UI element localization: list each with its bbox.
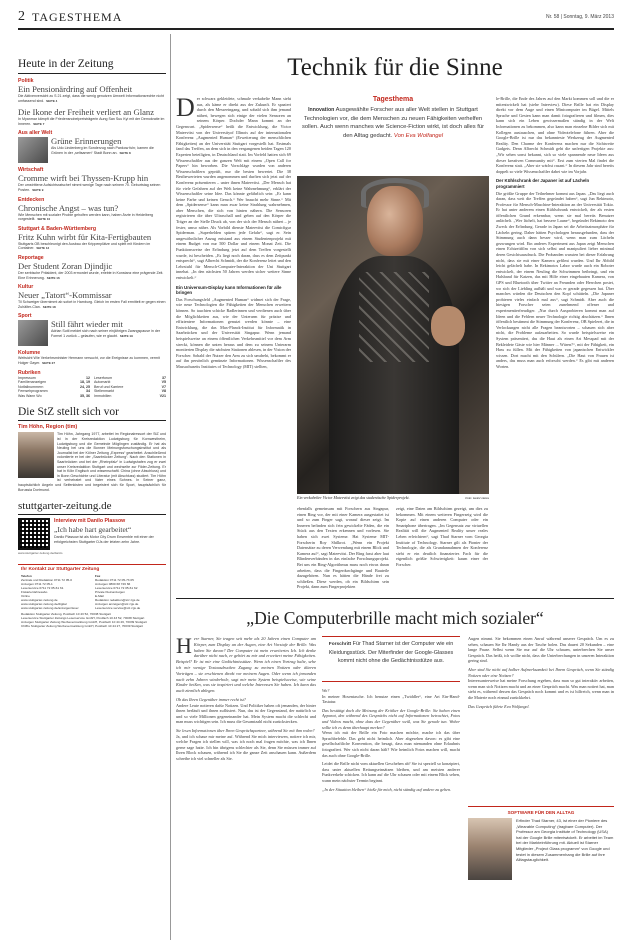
lead-text: Ausgewählte Forscher aus aller Welt stellen in Stuttgart Technologien vor, die dem Menschen zu neuen Fähigkeiten verhelfen sollen. Auch wenn manches wie Science-Fiction wirkt, ist doch alles für den Alltag gedacht. (301, 107, 485, 139)
section-name: TAGESTHEMA (32, 10, 123, 24)
contents-body: Wie Menschen mit sozialer Phobie geholfen werden kann, haben Ärzte in Heidelberg vorgestellt. (18, 212, 154, 222)
web-headline[interactable]: „Ich habe hart gearbeitet“ (54, 525, 132, 535)
contents-body: In Myanmar kämpft die Friedensnobelpreisträgerin Aung San Suu Kyi mit der Demokratie im Inneren. (18, 117, 165, 126)
rubrik-name: Automarkt (94, 380, 111, 385)
contents-title: Heute in der Zeitung (18, 58, 114, 70)
issue-date: Nr. 58 | Sonntag, 9. März 2013 (545, 14, 614, 20)
contact-line: Redaktion Stuttgarter Zeitung, Postfach 10 43 52, 70038 Stuttgart (21, 611, 111, 616)
page-number: 2 (18, 9, 25, 24)
photo-credit: Foto: Heinz Heiss (465, 496, 489, 500)
photo-sensors (359, 272, 429, 362)
web-url[interactable]: www.stuttgarter-zeitung.de/danilo (18, 551, 63, 556)
contents-page-ref: SEITE 12 (36, 246, 50, 251)
contact-line: Anzeigen anzeigen@stz.zgs.de (95, 601, 139, 606)
contact-line: E-Mail (95, 593, 104, 598)
contents-page-ref: SEITE 8 (119, 150, 131, 155)
rubrik-page: 34 (86, 389, 90, 394)
contents-category: Politik (18, 78, 34, 84)
contents-body: Die Aktivenversicht zu S 21 zeigt, dass die wenig genutzen Umwelt Informationsrechte nicht umfassend sind. (18, 94, 165, 103)
contents-body: Adrian Sutil meldet sich nach seiner einjährigen Zwangspause in der Formel 1 zurück – gelaufen, wie er glaubt. (51, 329, 161, 338)
stz-text: Tim Höhn, Jahrgang 1977, arbeitet im Regionalressort der StZ und ist in der Kreisredaktion Ludwigsburg für Kornwestheim, Ludwigsburg und die Gemeinde Möglingen zuständig. Er hat als Neuling bei uns die Bonner Meinungsforschungsinstitut und als Journalist bei der Kölner Zeitung „Express“ gearbeitet. Anschließend volontierte er bei der „Saarbrücker Zeitung“. Nach den Stationen in Saarbrücken und bei der „Rheinpfalz“ in Ludwigshafen zog er zwei unser Kreisredaktion Stuttgart und wechselte zur Filder-Zeitung. Er hat in Köln Englisch und wissenschaftl. China (ohne Abschluss) und in Bonn Geschichte und Literatur (mit Abschluss) studiert. Tim Höhn ist verheiratet und Vater eines Sohnes. In Seiner ganz, hauptsächlich Angeln und Seifenkisten und begeistert sich für Sport, hauptsächlich für Borussia Dortmund. (18, 432, 166, 492)
contents-item[interactable] (18, 78, 166, 103)
contact-fax (95, 574, 163, 610)
article-col1b: Das Forschungsfeld „Augmented Human“ widmet sich der Frage, wie neue Technologien die Fähigkeiten der Menschen erweitern können. So tauchten schicke Radlerinnen und verdienen auch über die Möglichkeiten aus, wie der Unterarm für präzise und effizientere Informationen genutzt werden könnte – eine Entwicklung, die das Max-Planck-Institut für Informatik in Saarbrücken und der Universität Singapur. Wenn jemand beispielsweise an einem öffentlichen Verkehrsmittel vor dem Arm streckt, können die unten heraus und dem zu seinem Unterarm montierten Display die nächsten Stationen ablesen, in der Vision der Forscher. Sobald der Nutzer den Arm zu sich umdreht, bekommt er auf ihn persönlich gemünzte Informationen. Wissenschaftler des Massachusetts Institutes of Technology (MIT) stellten, (176, 296, 291, 369)
contents-headline: Cromme wirft bei Thyssen-Krupp hin (18, 173, 149, 184)
interview-col3: Augen nimmt. Sie bekommen einen Anruf während unserer Gespräch. Um es zu sehen, schauen Sie Ihr Handy aus der Tasche holen. Das dauert 20 Sekunden – eine lange Pause. Selbst wenn Sie nur auf die Uhr schauen, unterbrechen Sie unser Gespräch. Das heißt, ich wollte nicht, dass die Unterbrechungen in unseren Interaktion gering sind. (468, 636, 614, 664)
contents-teaser (18, 213, 166, 222)
article-col3b: zeigt, eine Daten am Bildschirm gezeigt, um dies zu bekommen. Mit einem weiteren Fingerzeig wird die Kopie auf einen anderen Computer oder ein Smartphone übertragen. „Im Gegensatz zur virtuellen Realität will die Augmented Reality unser reales Leben erleichtern“, sagt Thad Starner vom Georgia Institute of Technology. Starner gilt als Pionier der Technologie, die als Grundannahmen der Konferenz sieht er ein deutlich finanziertes Fach für die eigentlich größte Schwierigkeit: kaum einer der Forscher. (396, 506, 488, 567)
bio-portrait (468, 818, 512, 880)
interview-credit: Das Gespräch führte Eva Wolfangel. (468, 703, 530, 709)
rubrik-page: V5 (161, 380, 166, 385)
bio-box (468, 806, 614, 936)
contents-category: Aus aller Welt (18, 130, 53, 137)
page-header (18, 6, 614, 28)
dropcap: D (176, 96, 195, 122)
contents-item[interactable] (18, 350, 166, 365)
rubrik-name: Stellenmarkt (94, 389, 114, 394)
interview-title: „Die Computerbrille macht mich sozialer“ (246, 608, 544, 628)
contents-teaser (18, 271, 166, 280)
contents-page-ref: SEITE 27 (42, 360, 56, 365)
article-right2: Die größte Gruppe der Teilnehmer kommt aus Japan. „Das liegt auch daran, dass weit die Treffen gegründet haben“, sagt Jun Rekimoto, Professor für Mensch-Maschine-Interaktion an der Universität Tokio. Er hat unter anderem einen Kühlschrank entwickelt, der als ersten öffentlichen Grund erkennbar, wenn sie mal bereits Benutzer anlächelt. „Wer lächelt, hat bessere Laune“, begründet Rekimoto den Zweck der Erfindung. Gerade in Japan sei die Arbeitsatmosphäre für Lächeln gering. Daher hätten Psychologen herausgefunden, dass der Stimmung auch dann besser wird, wenn man zum Lächeln gezwungen wird. Ein anderes Experiment aus Japan zeigt Menschen einen Echtzeitfilm von sich selbst und manipuliert lieber minimal deren Gesichtsausdruck. Die Probanden wussten bei dieser Erfahrung nicht, dass sie mit einer Kamera gefilmt wurden. Und Ihr Abbild leicht gelächelt habe. In Rekimotos Labor wurde auch ein Roboter entwickelt, der einem Neuling die Schwimmen beibringt, und ein Halsband für Katzen, das mit Hilfe einer eingebauten Kamera, von GPS und Bluetooth über Twitter an Freunden oder Herrchen postet, wo sich der Liebling aufhält und was er gerade gegessen hat. Über manches würden die Deutschen den Kopf schütteln. „Die Japaner probieren vieles einfach mal aus“, sagt Schmidt. Aber auch die hiesigen Forscher seien zunehmend offener und experimentierfreudiger. „Nur durch Ausprobieren kommt man auf Ideen und die Fehlern neuer Technologie richtig abschätzen.“ Ihnen öffentlich bestimmt die Stimmung der Konferenz, OB Spielerei, die in Verlockungen nicht alle Fragen beantworten – schauen sich aber nicht, die Probleme aufzuarbeiten. So wurde beispielsweise ein System präsentiert, das die Haut als einen Art Messpad mit der Bekleidete Gäste wie hier Männer ... Wären?“, mit der Fähigkeit, ein Hass zu füllen. Mit der Fähigkeiten von japanischen Entwickler wissen. Dort macht mit den Schülern. „Die Haut von Frauen ist anders, das muss man auch erforscht werden.“ Es gibt mit anderen Worten. (496, 190, 614, 369)
contents-item[interactable] (18, 197, 166, 222)
contents-teaser (18, 356, 166, 365)
article-right: le-Brille, die Ende des Jahres auf den Markt kommen soll und die er mitentwickelt hat (siehe Interview). Diese Brille hat ein Display direkt vor dem Auge und einen Minicomputer im Bügel. Mittels Sprache und Gesten kann man damit fotografieren und filmen, dies kann sich ein Leben gewissermaßen ständig in der Welt Informationen zu bekommen, also kann man einzelne Bilder sich mit Kollegen austauschen, und ohne Videotelefone führen. Aber die Google-Brille ist nur das bekannteste Werkzeug der Augmented Reality. Den Charme der Konferenz machen nur die Sichtweite Gadgets. Denn Albrecht Schmidt geht die unfertigen Projekte aus: „Wir sehen sonst bekannt, sich so viele spannende neue Ideen aus dieser kreativen Community mit“. Erst zum vierten Mal findet die Konferenz statt. „Aber sie wächst rasant.“ In diesem Jahr sind bereits doppelt so viele Wissenschaftler dabei wie im Vorjahr. (496, 96, 614, 174)
web-text: Danilo Plassow ist als Motor City Drum Ensemble mit einer der erfolgreichsten Stuttgarter DJs der letzten zehn Jahre. (54, 535, 154, 544)
contact-line: Fax (95, 573, 101, 578)
contents-body: Stuttgarts OB beschleunigt den Ausbau der Krippenplätze und spielt mit Kindern im Container. (18, 241, 151, 251)
bio-text: Erfinder Thad Starner, 43, ist einer der Pioniere des „Wearable Computing“ (tragbare Computer). Der Professor am Georgia Institute of Technology (USA) hat der Google Brille mitentwickelt. Er arbeitet im Team bei der Markteinführung mit. Aktuell ist Starner Mitglieder „Project Glass programm“ von Google und testet in diesem Zusammenhang die Brille auf ihre Alltagstauglichkeit. (516, 818, 614, 863)
box-label: Forschritt (328, 642, 352, 647)
contents-headline: Neuer „Tatort“-Kommissar (18, 290, 112, 301)
contact-line: www.stuttgarter-zeitung.de (21, 597, 58, 602)
contents-item[interactable] (18, 167, 166, 192)
contact-line: Zentrale und Redaktion 0711 72 05-0 (21, 577, 73, 582)
contents-body: Til Schweiger übernimmt ab sofort in Hamburg. Gleich im ersten Fall ermittelt er gegen einen Zuhälter-Clan. (18, 300, 166, 309)
interview-col1b: Andere Leute notieren dafür Notizen. Und Politiker haben oft jemanden, der hinter ihnen herläuft und ihnen zuflüstert. Nun, das ist der Gegenstand, der natürlich so und so viele Millionen gegeneinander hat. Mein System macht die schlecht und man muss wichtigen sein. Ich muss die Gesamtzahl nicht zurückstecken. (176, 702, 316, 725)
interview-col2c: Das bestätigt doch die Meinung der Kritiker der Google-Brille: Sie haben einen Apparat, den während des Gesprächs nicht auf Informationen betrachtet, Fotos und Videos macht, ohne dass der Gegenüber weiß, was Sie gerade tun. Woher sollte ich es denn überhaupt merken? (322, 707, 460, 730)
column-divider (170, 34, 171, 940)
rubrik-page: 37 (162, 375, 166, 380)
interview-col2f: „In der Situation bleiben“ hieße für mich, nicht ständig auf andere zu gehen. (322, 786, 452, 792)
contents-teaser (18, 183, 166, 192)
interview-col2e: Leidet die Brille nicht vom aktuellen Geschehen ab? Sie ist speziell so konzipiert, dass unter aktuellen Rettungseinsätzen bleiben, und am meisten anderer Funkverkehr schicken. Ich kann auf die Uhr schauen oder mit einem Blick sehen, wann mein nächster Termin beginnt. (322, 761, 460, 783)
contents-thumbnail (18, 320, 48, 346)
main-photo (297, 176, 489, 494)
contents-thumbnail (18, 137, 48, 163)
contact-line: www.stuttgarter-zeitung.de/anzeigen/leser (21, 605, 79, 610)
contents-category: Sport (18, 313, 32, 320)
contact-line: Telefon (21, 573, 32, 578)
contents-page-ref: SEITE 18 (42, 304, 56, 309)
contact-line: Anzeigen Stuttgarter Zeitung Werbevermarktung GmbH, Postfach 10 44 26, 70039 Stuttgart (21, 619, 147, 624)
rubrik-page: V8 (161, 389, 166, 394)
contents-page-ref: SEITE 7 (33, 121, 45, 126)
stz-portrait (18, 432, 54, 478)
contents-body: Als Udo Lindenberg im Sonderzug nach Pankow fuhr, kamen die Grünen in der „seltsamen“ Stadt Bonn an. (51, 146, 154, 155)
rubrik-name: Leserforum (94, 375, 113, 380)
contents-teaser (18, 117, 166, 126)
article-col3: ebenfalls gemeinsam mit Forschern aus Singapur, einen Ring vor, der mit einer Kamera ausgestattet ist und so zum Finger sagt, worauf dieser zeigt. Im Inneren befinden sich fein gewickelte Fäden, die ein Stück aus den Texten erkennen und vorlesen. Sie haben sich zwei Systeme. Hat Systeme MIT-Forscherin Roy Shilkrot. „Wenn ein Projekt Datensätze zu deren Verwendung mit einem Blick und Kamera auf“, sagt Mateevitsi. Der Ring fasst aber laut Blindenverbänden in das einfache Forschungsprojekt. Bei uns ein Ring-Algorithmus muss noch etwas daran arbeiten, dass die Fingerdurchgänge und Bauteile dazugehören. Nun es hätten die Hände frei zu schließen. Diese werden, ob ein Bildschirm sein Projekt, dann zum Fingerprojekten (297, 506, 389, 590)
fortschritt-box (322, 636, 460, 682)
rubriken-row (18, 394, 166, 399)
contact-line: www.stuttgarter-zeitung.de/digital (21, 601, 67, 606)
interview-q3: Wo? (322, 688, 330, 693)
contents-body: Weitsicht Wie Verkehrsminister Hermann versucht, vor die Ereignisse zu kommen, vermit Holger Gayer. (18, 356, 160, 365)
main-title: Technik für die Sinne (287, 54, 503, 81)
left-column (18, 34, 166, 940)
contents-teaser (18, 94, 166, 103)
interview-col2b: In meiner Hosentasche. Ich benutze einen „Twiddler“, eine Art Ein-Hand-Tastatur. (322, 693, 460, 705)
web-title: stuttgarter-zeitung.de (18, 500, 112, 513)
contact-phones (21, 574, 89, 610)
contents-headline: Ein Pensionärdring auf Offenheit (18, 84, 133, 94)
rubrik-page: 18, 19 (80, 380, 90, 385)
contents-page-ref: SEITE 10 (37, 217, 51, 222)
rubrik-name: Immobilien (94, 393, 112, 398)
contents-teaser (18, 242, 166, 251)
interview-col2: Ja, und ich schaue mir meine auf. Während Sie mich interviewen, notiere ich mir, welche Fragen ich stellen will, was ich noch mal fragen möchte, was ich Ihnen gerne sage hatte. Ich bin übrigens schlechter als Sie, denn Sie müssen immer auf Ihren Block schauen, während ich Sie die ganze Zeit anschauen kann. Außerdem schreibe ich viel schneller als Sie. (176, 733, 316, 761)
rubrik-name: Was Wann Wo (18, 393, 42, 398)
contents-category: Kolumne (18, 350, 41, 357)
lead-box (298, 96, 488, 168)
contents-item[interactable] (18, 313, 166, 346)
rubrik-page: V7 (161, 384, 166, 389)
contents-list (18, 78, 166, 366)
rubrik-page: 35, 36 (80, 393, 90, 398)
photo-hand (431, 306, 465, 346)
contents-body: Der umstrittene Aufsichtsratschef nimmt wenige Tage nach seinem 70. Geburtstag seinen Posten. (18, 183, 161, 192)
article-col1: er schwarz gekleidete, schmale verkabelte Mann sieht aus, als käme er direkt aus der Zukunft. Er spaziert durch den Messeeingang, und sobald sich ihm jemand nähert, bewegen sich einige der vielen Sensoren an seinem Körper. Dochder Mann kommt an der Gegenwart. „Spidersense“ heißt die Entwicklung, die Victor Mateevitsi von der Universityof Illinois auf der internationalen Konferenz „Augmented Human“ (Erweiterung der menschlichen Fähigkeiten) an der Universität Stuttgart vorgestellt hat. Erstmals fand das Treffen, an dem sich in den vergangenen beiden Tagen 120 Experten beteiligten, in Deutschland statt. Im Vorfeld hatten sich 69 Wissenschaftler aus der ganzen Welt mit einem „Open Call for Papers“ hin beworben. Die Vorschläge wurden von anderen Wissenschaftlern geprüft, nur die besten bewertet. Die 38 Bestbewerteten wurden angenommen und durften sich jetzt auf der Konferenz präsentieren – unter ihnen Mateevitsi. „Der Mensch hat für viele Gefahren auf der Welt keine Wahrnehmung“, erklärt der Wissenschaftler seine Idee. Das könnte gefährlich sein: „Er kann keine Farbe und keinen Geruch.“ Wer braucht mehr Sinne.“ Mit dem „Spidersense“ kann man zwar keine Strahlung wahrnehmen, aber Menschen, die sich von hinten nähern. Die Sensoren registrieren die über Ultraschall und geben auf den Körper die Träger an der Stelle Druck ab, von der sich der Mensch nähert – je fester, umso näher. Als Vorbild dienste Mateevitsi die Comicfigur Spiderman. „Superhelden spüren jede Gefahr“, sagt er. Sein ungewöhnlicher Anzug entstand aus einem Studentenprojekt mit einem Budget von nur 500 Dollar und einem Monat Zeit. Die Funktionsweise der Erfindung jetzt auf dem Treffen vorgestellt wurde, ist bescheiden. „Es liegt noch daran, dass es dem Zeitpunkt entsprecht“, sagt Albrecht Schmidt, der die Konferenz leitet und den Lehrstuhl für Mensch-Computer-Interaktion der Uni Stuttgart innehat. „In den nächsten 50 Jahren werden sicher weitere Sinne entwickelt.“ (176, 96, 291, 280)
contents-item[interactable] (18, 284, 166, 309)
stz-title: Die StZ stellt sich vor (18, 406, 119, 419)
contents-category: Kultur (18, 284, 34, 291)
rubrik-name: Fernsehprogramm (18, 389, 48, 394)
contact-footer (21, 612, 163, 628)
contact-line: Redaktion 0711 72 05-73 05 (95, 577, 134, 582)
contact-line: Chiffre Stuttgarter Zeitung Werbevermarktung GmbH, Postfach 10 44 27, 70039 Stuttgart (21, 623, 143, 628)
contents-page-ref: SEITE 19 (119, 333, 133, 338)
contact-line: Leserservice 0711 72 05-61 62 (95, 585, 138, 590)
interview-q4: Aber sind Sie nicht auf halber Aufmerksamkeit bei Ihrem Gespräch, wenn Sie ständig Notizen oder eine Notizen? (468, 666, 614, 678)
contents-item[interactable] (18, 255, 166, 280)
interview-col2d: Wenn ich mit der Brille ein Foto machen möchte, mache ich das über Sprachbefehle. Das geht nicht heimlich. Aber abgesehen davon: es gibt eine gesellschaftliche Konvention, die besagt, dass man niemanden ohne Erlaubnis fotografiert. Wer sich nicht daran hält? Wie heimlich Fotos machen will, macht das auch ohne Google-Brille. (322, 730, 460, 758)
contents-item[interactable] (18, 107, 166, 126)
contents-category: Entdecken (18, 196, 45, 203)
box-text: Für Thad Starner ist der Computer wie ein Kleidungsstück. Der Miterfinder der Google-Glasses kommt nicht ohne die Gedächtnisstütze aus. (328, 641, 454, 665)
contents-headline: Chronische Angst – was tun? (18, 202, 119, 213)
contact-line: Anzeigen 0711 72 05-1 (21, 581, 53, 586)
qr-code[interactable] (18, 518, 50, 550)
subhead-1: Ein Universum-Display kann Informationen für alle bringen (176, 284, 282, 296)
contact-box (18, 564, 166, 630)
interview-dropcap: H (176, 636, 192, 658)
interview-col3b: Interessanterweise hat meine Forschung ergeben, dass man so gut interaktiv arbeiten, wenn man sich Notizen macht und an einer Gespräch macht. Was man notiert hat, man sieht es, während dessen das Gespräch noch kommt und es ist hilfreich, wenn man in die Materie noch einmal zurückkehrt. (468, 678, 614, 700)
contents-teaser (18, 300, 166, 309)
rubrik-name: Beruf und Karriere (94, 384, 124, 389)
interview-q2: Sie lesen Informationen über Ihren Gesprächspartner, während Sie mit ihm reden? (176, 727, 315, 733)
contents-headline: Still fährt wieder mit (51, 319, 123, 330)
contents-headline: Die Ikone der Freiheit verliert an Glanz (18, 107, 155, 118)
contents-page-ref: SEITE 16 (46, 275, 60, 280)
contact-line: Fixkarte/Jahresabo (21, 589, 48, 594)
rubrik-page: 24, 25 (80, 384, 90, 389)
stz-name: Tim Höhn, Region (tim) (18, 424, 78, 431)
lead-label: Innovation (308, 107, 335, 113)
interview-col1: err Starner, Sie tragen seit mehr als 20 Jahren einen Computer am Körper, zum Display an der Augen, eine Art Vorstufe der Brille. Was haben Sie davon? Der Computer ist mein erweitertes Ich. Ich denke darüber nicht nach, er gehört zu mir und erweitert meine Fähigkeiten. Beispiel? Er ist mir eine Gedächtnisstütze. Wenn ich einen Vortrag halte, sehe ich mir wenige Textausdrucken Zugang zu meinen Notizen oder älteren Vorträgen – sie erschienen direkt vor meinem Augen. Oder wenn ich jemanden nach zehn Jahren wiederhole, sagt mir mein System beispielsweise, wie seine Kinder heißen, was sie inspiriert und welche Interessen Sie haben. Ich kann das auch ziemlich ablegen. (176, 636, 316, 694)
rubrik-name: Familienanzeigen (18, 380, 47, 385)
rubrik-name: Notfallnummern (18, 384, 44, 389)
contents-category: Reportage (18, 254, 44, 261)
contact-line: Anzeigen 0800 68 726 66 (95, 581, 131, 586)
interview-q1: Ob das Ihren Gegenüber immer recht ist? (176, 696, 246, 702)
lead-author: Von Eva Wolfangel (393, 132, 444, 139)
contents-category: Wirtschaft (18, 167, 44, 174)
photo-caption: Ein verkabelter Victor Mateevitsi zeigt das studentische Spiderprojekt. (297, 495, 410, 500)
contents-headline: Fritz Kuhn wirbt für Kita-Fertigbauten (18, 231, 152, 242)
contact-title: Ihr Kontakt zur Stuttgarter Zeitung (21, 566, 100, 572)
rubriken-table (18, 376, 166, 399)
kicker: Tagesthema (372, 96, 414, 103)
contents-headline: Grüne Erinnerungen (51, 136, 122, 147)
contents-page-ref: SEITE 9 (32, 187, 44, 192)
contact-line: Leserservice service@stz.zgs.de (95, 605, 141, 610)
contact-line: Redaktion redaktion@stz.zgs.de (95, 597, 140, 602)
contact-line: Private Kleinanzeigen (95, 589, 125, 594)
bio-title: SOFTWARE FÜR DEN ALLTAG (507, 810, 575, 815)
contents-headline: Der Student Zoran Djindjic (18, 260, 113, 271)
contents-item[interactable] (18, 130, 166, 163)
rubrik-page: V21 (159, 393, 166, 398)
rubriken-label: Rubriken (18, 369, 41, 376)
photo-headset (361, 178, 429, 208)
contact-line: Leserservice 0711 72 05-61 61 (21, 585, 64, 590)
contact-line: Leserservice Stuttgarter Zeitungs Leserservice GmbH, Postfach 10 43 52, 70038 Stuttgart (21, 615, 145, 620)
rubrik-name: Impressum (18, 375, 36, 380)
rubrik-page: 12 (86, 375, 90, 380)
contents-category: Stuttgart & Baden-Württemberg (18, 225, 97, 232)
contents-item[interactable] (18, 226, 166, 251)
contents-body: Der serbische Präsident, der 2003 ermordet wurde, erlebte in Konstanz eine prägende Zeit. Eine Erinnerung. (18, 270, 164, 280)
contact-line: Online (21, 593, 30, 598)
contents-page-ref: SEITE 4 (46, 98, 58, 103)
web-label: Interview mit Danilo Plassow (54, 518, 126, 525)
header-rule (18, 28, 614, 30)
subhead-2: Der Kühlschrank der Japaner ist auf Lächeln programmiert (496, 178, 590, 189)
